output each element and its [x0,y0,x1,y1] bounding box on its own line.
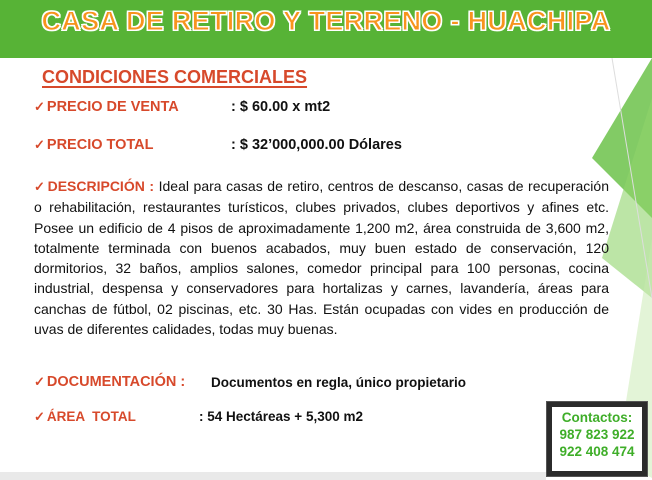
check-icon: ✓ [34,179,46,194]
bottom-bar [0,472,546,480]
contact-phone-2[interactable]: 922 408 474 [559,444,635,459]
documentacion-label: DOCUMENTACIÓN : [46,374,186,390]
precio-venta-row [34,99,179,115]
page-title: CASA DE RETIRO Y TERRENO - HUACHIPA [41,6,611,36]
documentacion-value: Documentos en regla, único propietario [211,375,467,390]
precio-total-value: : $ 32’000,000.00 Dólares [231,137,402,153]
contact-phone-1[interactable]: 987 823 922 [559,427,635,442]
section-title: CONDICIONES COMERCIALES [42,67,308,87]
documentacion-row [34,374,185,390]
descripcion-label: DESCRIPCIÓN : [47,178,155,194]
descripcion-text: Ideal para casas de retiro, centros de descanso, casas de recuperación o rehabilitación, restaurantes turísticos, clubes privados, clubes deportivos y afines etc. Posee un edificio de 4 pisos de aproximadamente 1,200 m2, área construida de 3,600 m2, totalmente terminada con buenos acabados, muy buen estado de conservación, 120 dormitorios, 32 baños, amplios salones, comedor principal para 100 personas, cocina industrial, despensa y conservadores para hortalizas y carnes, lavandería, áreas para canchas de fútbol, 02 piscinas, etc. 30 Has. Están ocupadas con vides en producción de uvas de diferentes calidades, todas muy buenas. [34,178,609,338]
precio-total-label: PRECIO TOTAL [46,137,154,153]
contact-box [546,401,648,477]
check-icon: ✓ [34,374,45,389]
check-icon: ✓ [34,409,45,424]
area-total-label: ÁREA TOTAL [46,409,136,424]
descripcion-paragraph [34,176,609,339]
area-total-row [34,409,136,425]
precio-total-row [34,137,154,153]
header-banner [0,0,652,58]
contact-title: Contactos: [561,410,633,425]
check-icon: ✓ [34,99,45,114]
area-total-value: : 54 Hectáreas + 5,300 m2 [199,409,363,424]
precio-venta-label: PRECIO DE VENTA [46,99,179,115]
precio-venta-value: : $ 60.00 x mt2 [231,99,331,115]
contact-box-inner [552,407,642,471]
check-icon: ✓ [34,137,45,152]
